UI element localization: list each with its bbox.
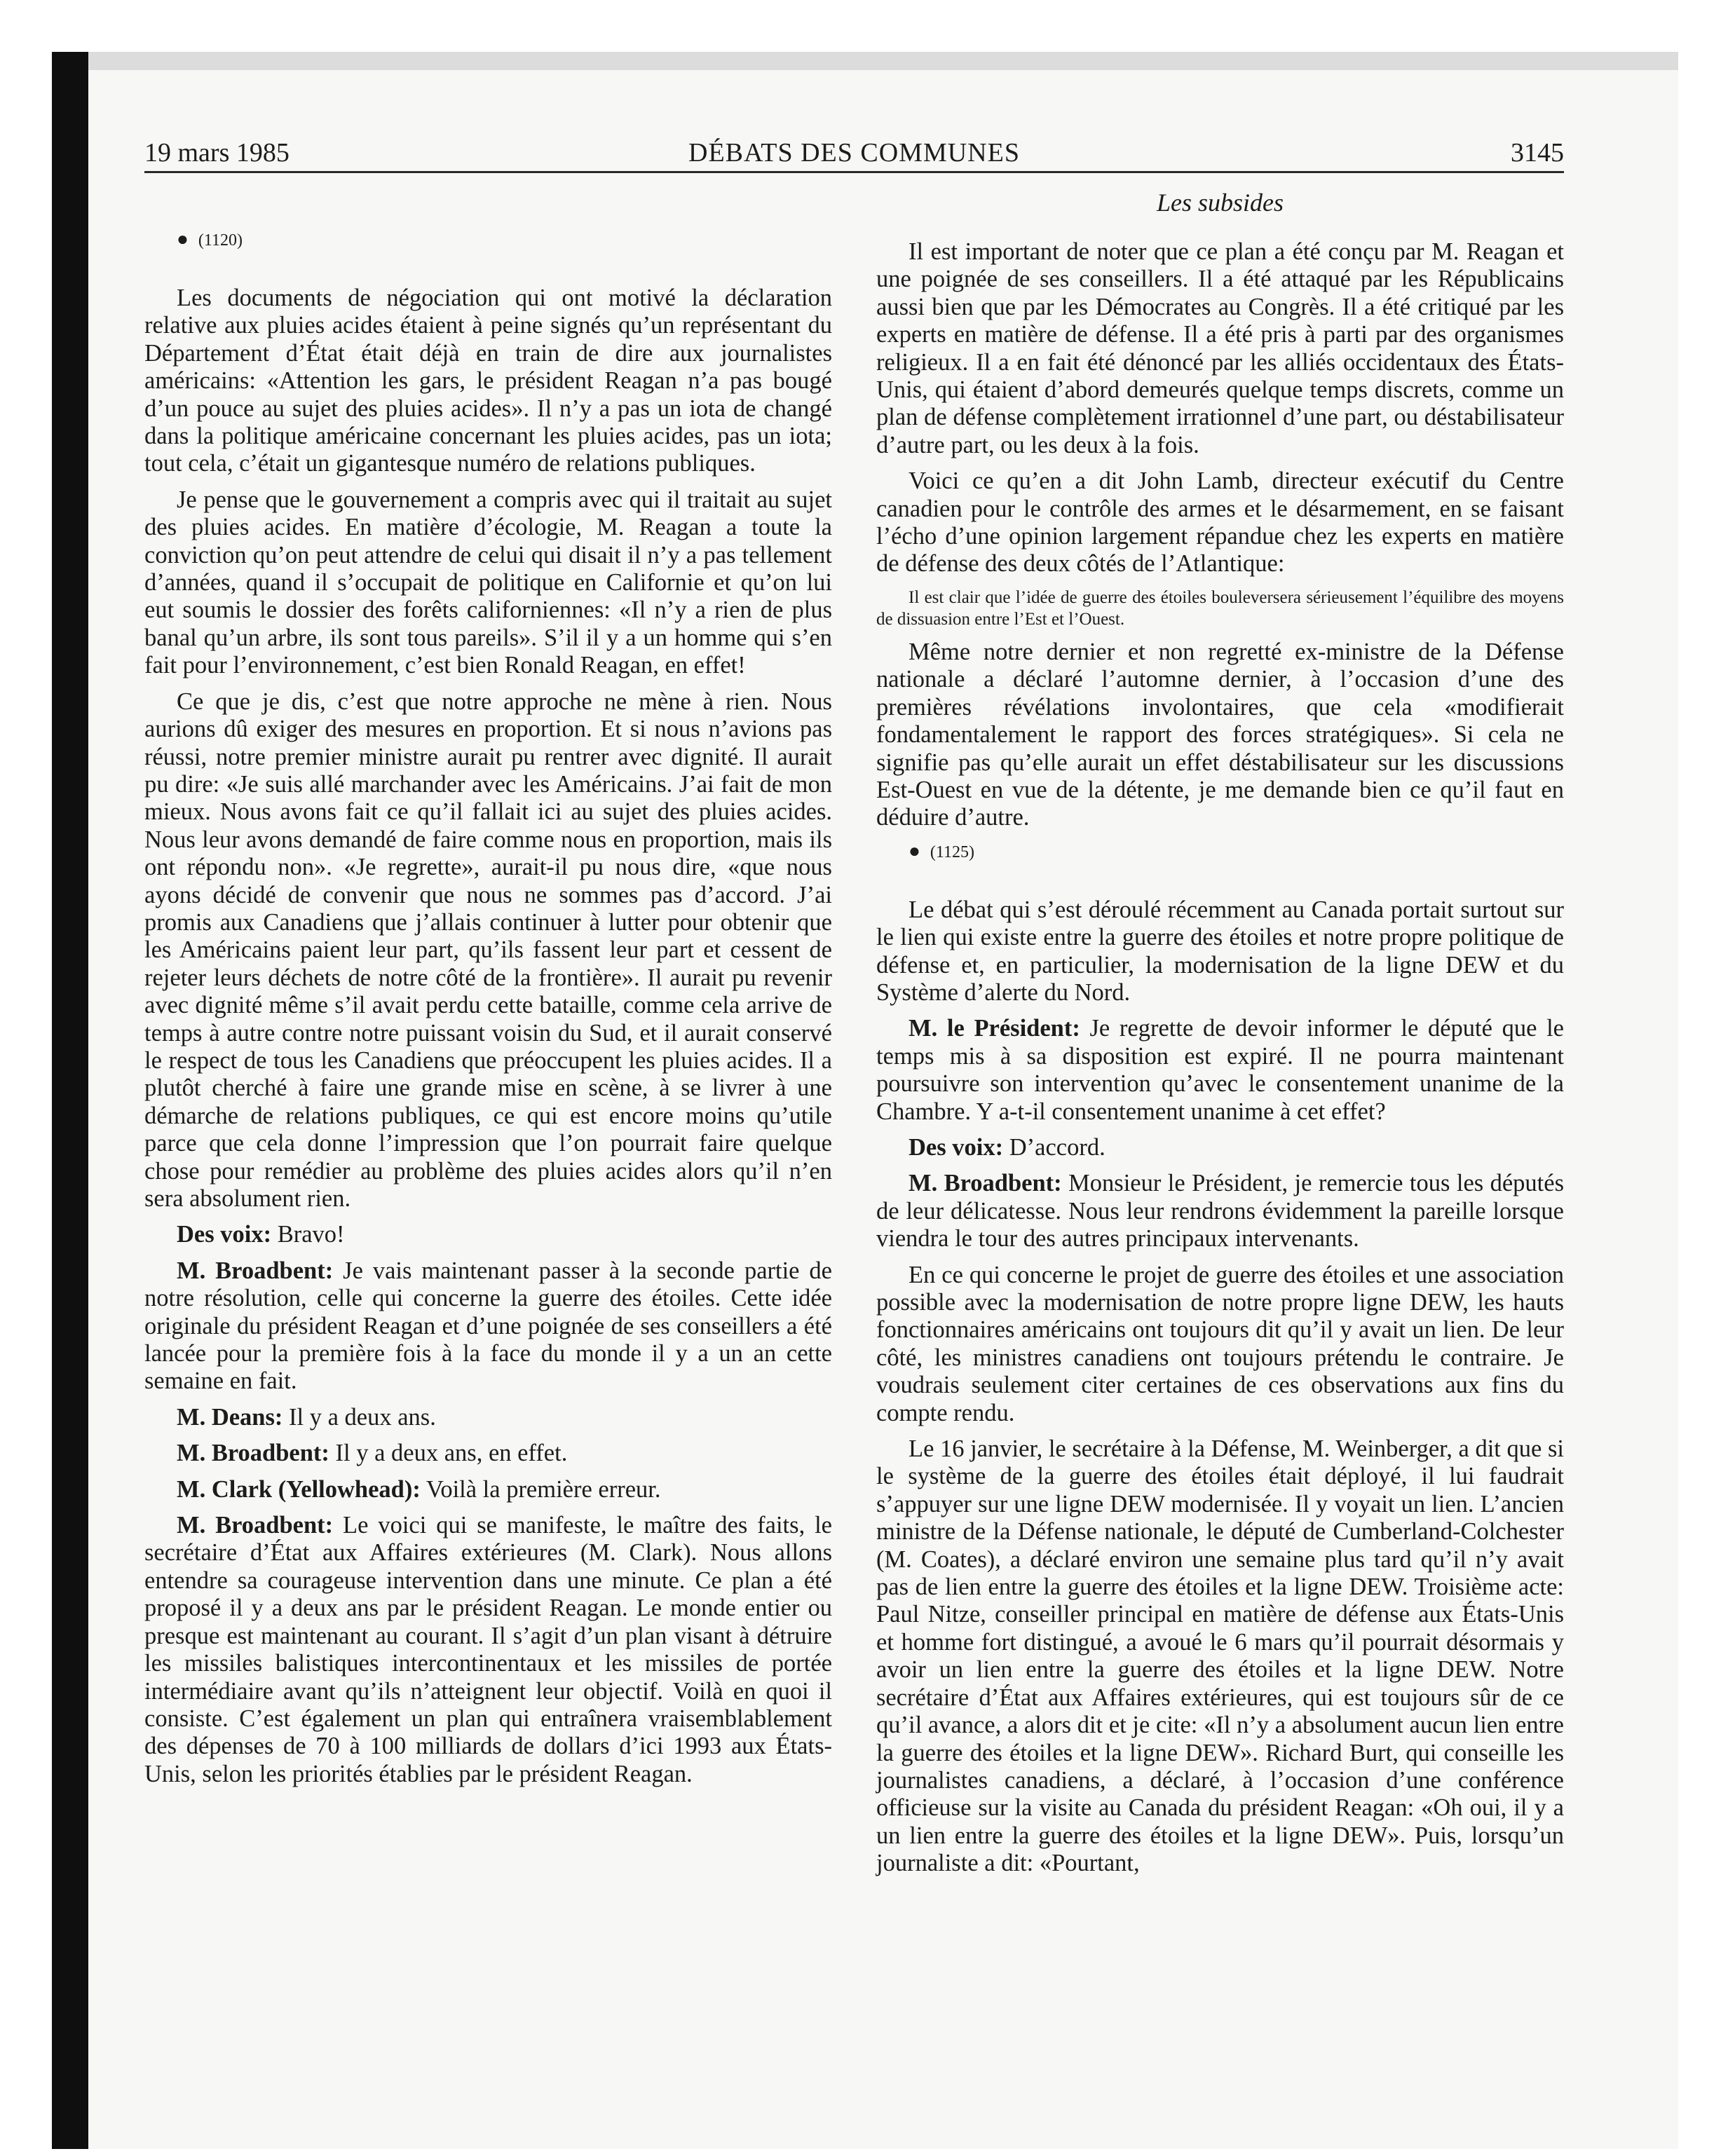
left-column bbox=[144, 228, 832, 1796]
bullet-icon: ● bbox=[177, 228, 189, 250]
speech-text: Je vais maintenant passer à la seconde partie de notre résolution, celle qui concerne la guerre des étoiles. Cette idée originale du président Reagan et d’une poignée de ses conseillers a été lancée pour la première fois à la face du monde il y a un an cette semaine en fait. bbox=[144, 1257, 832, 1395]
speech-text: Le voici qui se manifeste, le maître des faits, le secrétaire d’État aux Affaires extérieures (M. Clark). Nous allons entendre sa courageuse intervention dans une minute. Ce plan a été proposé il y a deux ans par le président Reagan. Le monde entier ou presque est maintenant au courant. Il s’agit d’un plan visant à détruire les missiles balistiques intercontinentaux et les missiles de portée intermédiaire avant qu’ils n’atteignent leur objectif. Voilà en quoi il consiste. C’est également un plan qui entraînera vraisemblablement des dépenses de 70 à 100 milliards de dollars d’ici 1993 aux États-Unis, selon les priorités établies par le président Reagan. bbox=[144, 1512, 832, 1787]
speaker-name: M. Deans: bbox=[177, 1403, 283, 1431]
speech bbox=[144, 1476, 832, 1503]
speech bbox=[144, 1512, 832, 1788]
speech-text: Je regrette de devoir informer le député que le temps mis à sa disposition est expiré. Il ne pourra maintenant poursuivre son intervention qu’avec le consentement unanime de la Chambre. Y a-t-il consentement unanime à cet effet? bbox=[876, 1015, 1564, 1125]
speech-text: Il y a deux ans, en effet. bbox=[329, 1440, 568, 1467]
time-marker-label: (1120) bbox=[198, 231, 243, 250]
speech-text: Voilà la première erreur. bbox=[420, 1475, 661, 1503]
speech bbox=[876, 1134, 1564, 1161]
section-title: Les subsides bbox=[1156, 189, 1284, 217]
speaker-name: M. Broadbent: bbox=[909, 1170, 1062, 1197]
speech bbox=[144, 1221, 832, 1248]
speech bbox=[876, 1015, 1564, 1126]
time-marker-label: (1125) bbox=[930, 842, 975, 861]
speech bbox=[876, 1170, 1564, 1253]
header-rule bbox=[144, 171, 1564, 173]
speaker-name: M. Broadbent: bbox=[177, 1512, 334, 1539]
right-column bbox=[876, 238, 1564, 1886]
speech bbox=[144, 1404, 832, 1431]
speaker-name: M. Broadbent: bbox=[177, 1440, 329, 1467]
header-date: 19 mars 1985 bbox=[144, 138, 290, 168]
time-marker bbox=[144, 228, 832, 251]
header-title: DÉBATS DES COMMUNES bbox=[688, 138, 1020, 168]
speaker-name: M. le Président: bbox=[909, 1015, 1080, 1042]
bullet-icon: ● bbox=[909, 840, 920, 862]
page-number: 3145 bbox=[1511, 138, 1564, 168]
paragraph: Le 16 janvier, le secrétaire à la Défense, M. Weinberger, a dit que si le système de la guerre des étoiles était déployé, il lui faudrait s’appuyer sur une ligne DEW modernisée. Il y voyait un lien. L’ancien ministre de la Défense nationale, le député de Cumberland-Colchester (M. Coates), a déclaré environ une semaine plus tard qu’il n’y avait pas de lien entre la guerre des étoiles et la ligne DEW. Troisième acte: Paul Nitze, conseiller principal en matière de défense aux États-Unis et homme fort distingué, a avoué le 6 mars qu’il pourrait désormais y avoir un lien entre la guerre des étoiles et la ligne DEW. Notre secrétaire d’État aux Affaires extérieures, qui est toujours sûr de ce qu’il avance, a alors dit et je cite: «Il n’y a absolument aucun lien entre la guerre des étoiles et la ligne DEW». Richard Burt, qui conseille les journalistes canadiens, a déclaré, à l’occasion d’une conférence officieuse sur la visite au Canada du président Reagan: «Oh oui, il y a un lien entre la guerre des étoiles et la ligne DEW». Puis, lorsqu’un journaliste a dit: «Pourtant, bbox=[876, 1435, 1564, 1877]
speech-text: Bravo! bbox=[271, 1221, 345, 1248]
speech-text: Monsieur le Président, je remercie tous les députés de leur délicatesse. Nous leur rendrons évidemment la pareille lorsque viendra le tour des autres principaux intervenants. bbox=[876, 1170, 1564, 1253]
speech bbox=[144, 1440, 832, 1467]
paragraph: Le débat qui s’est déroulé récemment au Canada portait surtout sur le lien qui existe entre la guerre des étoiles et notre propre politique de défense et, en particulier, la modernisation de la ligne DEW et du Système d’alerte du Nord. bbox=[876, 896, 1564, 1006]
block-quote: Il est clair que l’idée de guerre des étoiles bouleversera sérieusement l’équilibre des moyens de dissuasion entre l’Est et l’Ouest. bbox=[876, 587, 1564, 629]
paragraph: Les documents de négociation qui ont motivé la déclaration relative aux pluies acides étaient à peine signés qu’un représentant du Département d’État était déjà en train de dire aux journalistes américains: «Attention les gars, le président Reagan n’a pas bougé d’un pouce au sujet des pluies acides». Il n’y a pas un iota de changé dans la politique américaine concernant les pluies acides, pas un iota; tout cela, c’était un gigantesque numéro de relations publiques. bbox=[144, 285, 832, 477]
paragraph: Voici ce qu’en a dit John Lamb, directeur exécutif du Centre canadien pour le contrôle des armes et le désarmement, en se faisant l’écho d’une opinion largement répandue chez les experts en matière de défense des deux côtés de l’Atlantique: bbox=[876, 468, 1564, 578]
speaker-name: M. Clark (Yellowhead): bbox=[177, 1475, 421, 1503]
time-marker bbox=[876, 840, 1564, 863]
scan-top-margin bbox=[88, 52, 1678, 70]
paragraph: Je pense que le gouvernement a compris avec qui il traitait au sujet des pluies acides. En matière d’écologie, M. Reagan a toute la conviction qu’on peut attendre de celui qui disait il n’y a pas tellement d’années, quand il s’occupait de politique en Californie et qu’on lui eut soumis le dossier des forêts californiennes: «Il n’y a rien de plus banal qu’un arbre, ils sont tous pareils». S’il il y a un homme qui s’en fait pour l’environnement, c’est bien Ronald Reagan, en effet! bbox=[144, 486, 832, 679]
speaker-name: Des voix: bbox=[909, 1133, 1004, 1161]
paragraph: Il est important de noter que ce plan a été conçu par M. Reagan et une poignée de ses conseillers. Il a été attaqué par les Républicains aussi bien que par les Démocrates au Congrès. Il a été critiqué par les experts en matière de défense. Il a été pris à parti par des organismes religieux. Il a en fait été dénoncé par les alliés occidentaux des États-Unis, qui étaient d’abord demeurés quelque temps discrets, comme un plan de défense complètement irrationnel d’une part, ou déstabilisateur d’autre part, ou les deux à la fois. bbox=[876, 238, 1564, 458]
paragraph: Ce que je dis, c’est que notre approche ne mène à rien. Nous aurions dû exiger des mesures en proportion. Et si nous n’avions pas réussi, notre premier ministre aurait pu rentrer avec dignité. Il aurait pu dire: «Je suis allé marchander avec les Américains. J’ai fait de mon mieux. Nous avons fait ce qu’il fallait ici au sujet des pluies acides. Nous leur avons demandé de faire comme nous en proportion, mais ils ont répondu non». «Je regrette», aurait-il pu nous dire, «que nous ayons décidé de convenir que nous ne sommes pas d’accord. J’ai promis aux Canadiens que j’allais continuer à lutter pour obtenir que les Américains paient leur part, qu’ils fassent leur part et cessent de rejeter leurs déchets de notre côté de la frontière». Il aurait pu revenir avec dignité même s’il avait perdu cette bataille, comme cela arrive de temps à autre contre notre puissant voisin du Sud, et il aurait conservé le respect de tous les Canadiens que préoccupent les pluies acides. Il a plutôt cherché à faire une grande mise en scène, à se livrer à une démarche de relations publiques, ce qui est encore moins qu’utile parce que cela donne l’impression que l’on pourrait faire quelque chose pour remédier au problème des pluies acides alors qu’il n’en sera absolument rien. bbox=[144, 688, 832, 1212]
scan-binding-edge bbox=[52, 52, 88, 2149]
speaker-name: M. Broadbent: bbox=[177, 1257, 334, 1284]
paragraph: En ce qui concerne le projet de guerre des étoiles et une association possible avec la modernisation de notre propre ligne DEW, les hauts fonctionnaires américains ont toujours dit qu’il y avait un lien. De leur côté, les ministres canadiens ont toujours prétendu le contraire. Je voudrais seulement citer certaines de ces observations aux fins du compte rendu. bbox=[876, 1261, 1564, 1426]
paragraph: Même notre dernier et non regretté ex-ministre de la Défense nationale a déclaré l’automne dernier, à l’occasion d’une des premières révélations involontaires, que cela «modifierait fondamentalement le rapport des forces stratégiques». Si cela ne signifie pas qu’elle aurait un effet déstabilisateur sur les discussions Est-Ouest en vue de la détente, je me demande bien ce qu’il faut en déduire d’autre. bbox=[876, 638, 1564, 831]
speaker-name: Des voix: bbox=[177, 1221, 272, 1248]
speech-text: D’accord. bbox=[1003, 1133, 1105, 1161]
page-header bbox=[144, 137, 1564, 170]
speech-text: Il y a deux ans. bbox=[283, 1403, 436, 1431]
speech bbox=[144, 1257, 832, 1396]
